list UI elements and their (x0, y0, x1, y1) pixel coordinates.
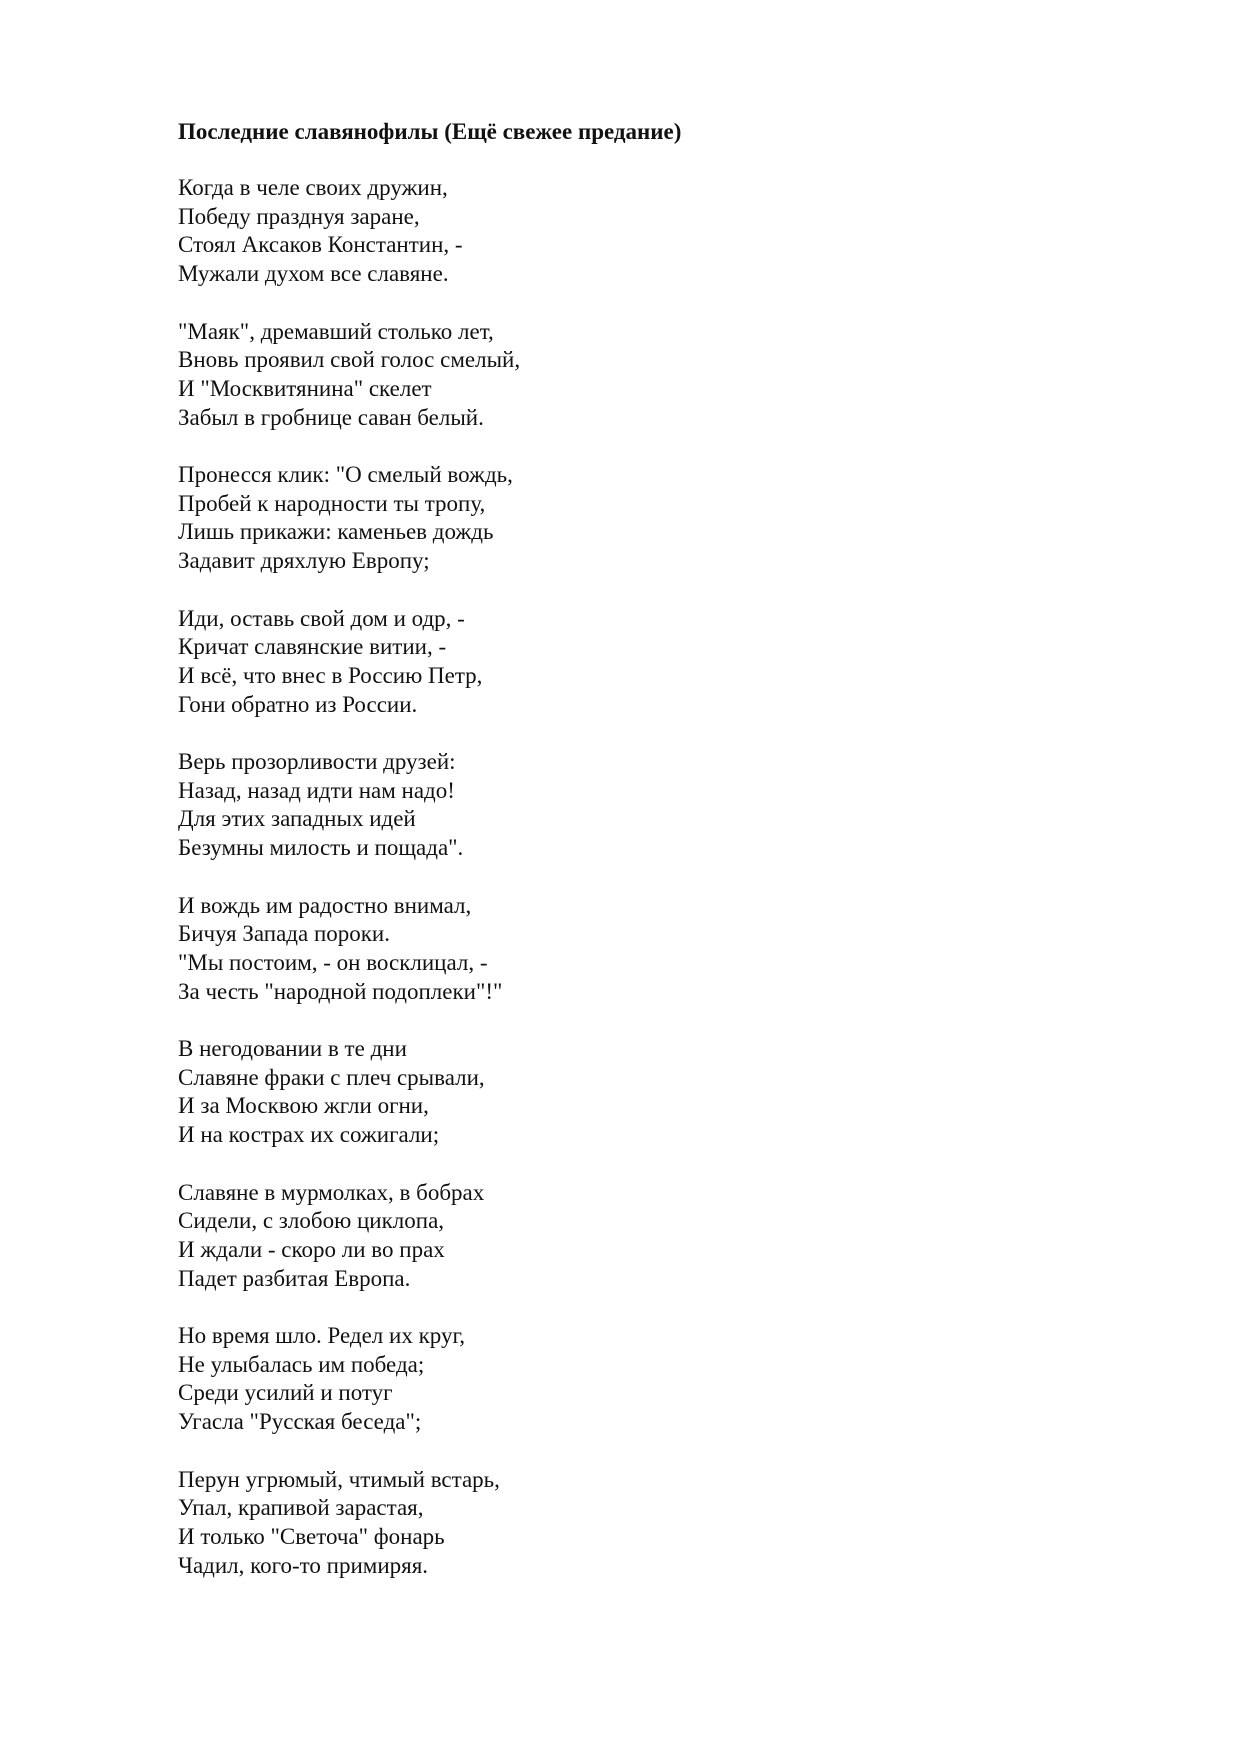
poem-line: Пробей к народности ты тропу, (178, 490, 486, 516)
poem-line: Но время шло. Редел их круг, (178, 1323, 466, 1348)
poem-line: И ждали - скоро ли во прах (178, 1236, 445, 1262)
poem-line: Кричат славянские витии, - (178, 634, 447, 660)
poem-line: Славяне в мурмолках, в бобрах (178, 1179, 485, 1205)
poem-line: Падет разбитая Европа. (178, 1265, 411, 1291)
poem-line: Для этих западных идей (178, 806, 416, 832)
stanza (178, 318, 1158, 433)
poem-line: Верь прозорливости друзей: (178, 749, 456, 774)
poem-line: Перун угрюмый, чтимый встарь, (178, 1466, 500, 1492)
poem-title: Последние славянофилы (Ещё свежее предание) (178, 119, 682, 144)
poem-line: Иди, оставь свой дом и одр, - (178, 605, 465, 631)
poem-line: В негодовании в те дни (178, 1036, 407, 1061)
poem-line: Вновь проявил свой голос смелый, (178, 347, 521, 373)
poem-line: "Мы постоим, - он восклицал, - (178, 949, 488, 975)
poem-line: Упал, крапивой зарастая, (178, 1495, 424, 1521)
poem-line: Мужали духом все славяне. (178, 261, 449, 287)
stanza (178, 174, 1158, 289)
stanza (178, 1035, 1158, 1150)
poem-line: И "Москвитянина" скелет (178, 375, 432, 401)
poem-line: Лишь прикажи: каменьев дождь (178, 519, 494, 545)
poem-line: Не улыбалась им победа; (178, 1351, 425, 1377)
poem-line: За честь "народной подоплеки"!" (178, 978, 503, 1004)
stanza (178, 461, 1158, 576)
poem-line: "Маяк", дремавший столько лет, (178, 318, 494, 344)
poem-stanzas (178, 174, 1158, 1580)
stanza (178, 1322, 1158, 1437)
poem-line: Победу празднуя заране, (178, 203, 420, 229)
stanza (178, 1466, 1158, 1581)
poem-line: Безумны милость и пощада". (178, 835, 464, 861)
poem-line: Забыл в гробнице саван белый. (178, 404, 484, 430)
poem-line: Славяне фраки с плеч срывали, (178, 1064, 485, 1090)
poem-line: И только "Светоча" фонарь (178, 1523, 445, 1549)
poem-line: Гони обратно из России. (178, 691, 418, 717)
poem-line: И на кострах их сожигали; (178, 1122, 440, 1148)
poem-line: Сидели, с злобою циклопа, (178, 1208, 445, 1234)
poem-line: Чадил, кого-то примиряя. (178, 1552, 429, 1578)
poem-line: Пронесся клик: "О смелый вождь, (178, 462, 513, 487)
stanza (178, 748, 1158, 863)
poem-line: Стоял Аксаков Константин, - (178, 232, 463, 258)
poem-line: И всё, что внес в Россию Петр, (178, 662, 483, 688)
poem-line: Когда в челе своих дружин, (178, 175, 448, 200)
poem-line: Задавит дряхлую Европу; (178, 548, 430, 574)
poem-line: Назад, назад идти нам надо! (178, 777, 455, 803)
poem-line: Бичуя Запада пороки. (178, 921, 390, 947)
stanza (178, 605, 1158, 720)
poem-line: И вождь им радостно внимал, (178, 892, 472, 918)
poem-line: Угасла "Русская беседа"; (178, 1409, 422, 1435)
document-body (178, 117, 1158, 1609)
poem-line: Среди усилий и потуг (178, 1380, 393, 1406)
stanza (178, 1179, 1158, 1294)
poem-line: И за Москвою жгли огни, (178, 1093, 429, 1119)
stanza (178, 892, 1158, 1007)
